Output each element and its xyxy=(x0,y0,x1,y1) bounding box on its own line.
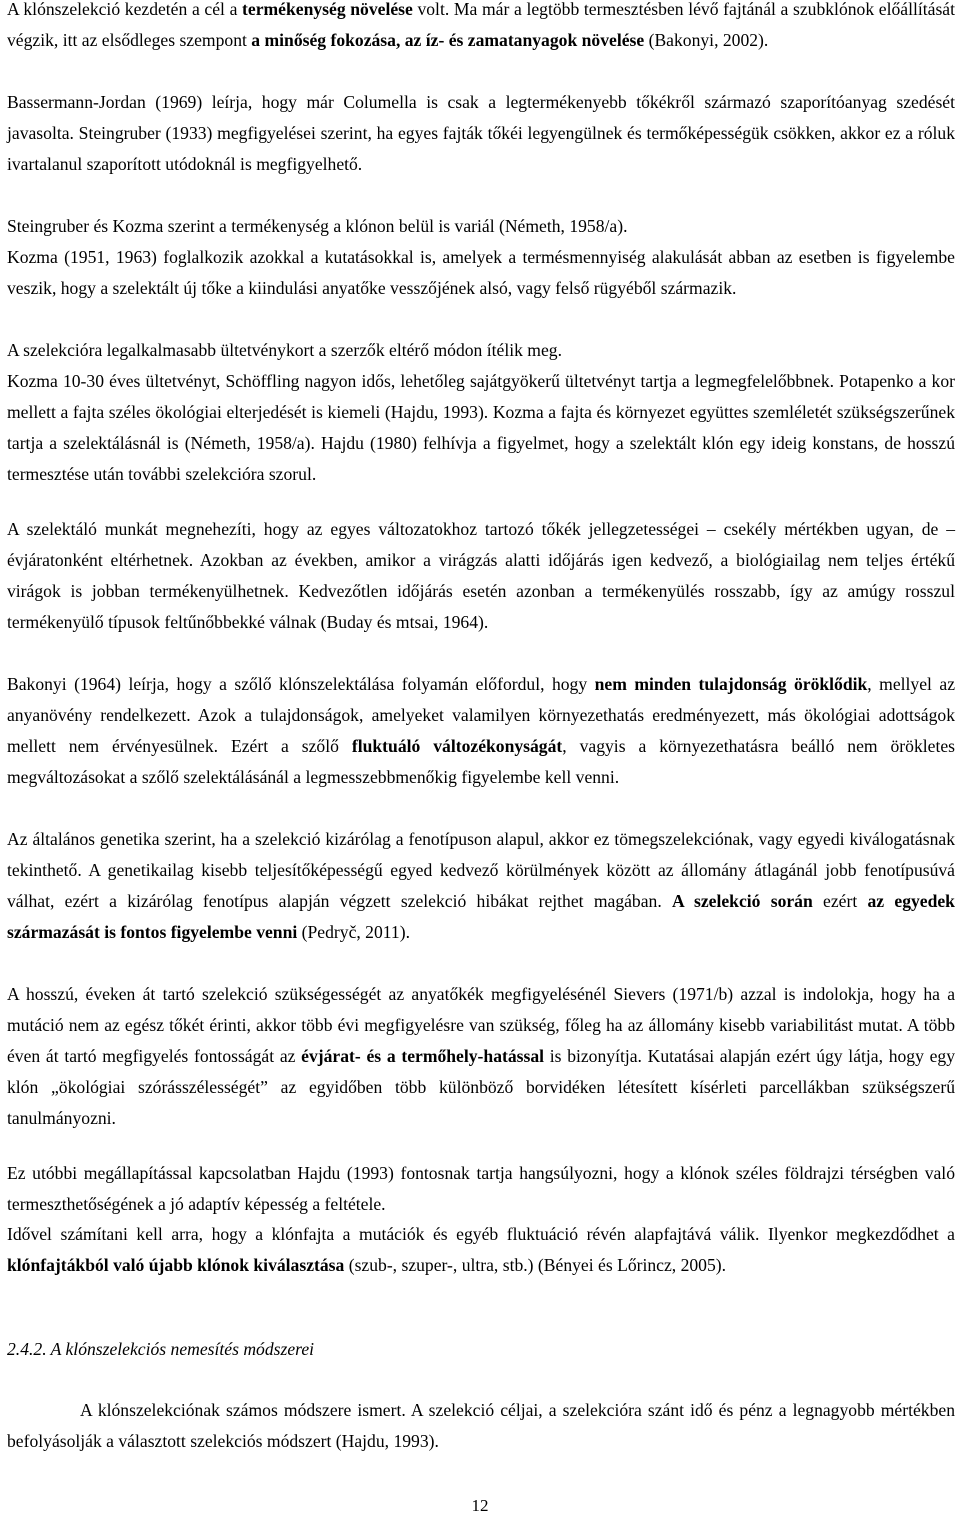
paragraph-hajdu-adaptive xyxy=(7,1158,955,1220)
bold-text-run: a minőség fokozása, az íz- és zamatanyagok növelése xyxy=(251,30,645,50)
text-run: Kozma 10-30 éves ültetvényt, Schöffling nagyon idős, lehetőleg sajátgyökerű ültetvényt tartja a legmegfelelőbbnek. Potapenko a kor mellett a fajta széles ökológiai elterjedését is kiemeli (Hajdu, 1993). Kozma a fajta és környezet együttes szemléletét szükségszerűnek tartja a szelektálásnál is (Németh, 1958/a). Hajdu (1980) felhívja a figyelmet, hogy a szelektált klón egy ideig konstans, de hosszú termesztése után további szelekcióra szorul. xyxy=(7,371,955,484)
text-run: A szelektáló munkát megnehezíti, hogy az egyes változatokhoz tartozó tőkék jellegzetességei – csekély mértékben ugyan, de – évjáratonként eltérhetnek. Azokban az években, amikor a virágzás alatti időjárás igen kedvező, a biológiailag nem teljes értékű virágok is jobban termékenyülhetnek. Kedvezőtlen időjárás esetén azonban a termékenyülés rosszabb, így az amúgy rosszul termékenyülő típusok feltűnőbbekké válnak (Buday és mtsai, 1964). xyxy=(7,519,955,632)
text-run: Idővel számítani kell arra, hogy a klónfajta a mutációk és egyéb fluktuáció révén alapfajtává válik. Ilyenkor megkezdődhet a xyxy=(7,1224,955,1244)
text-run: ezért xyxy=(812,891,868,911)
text-run: Steingruber és Kozma szerint a termékenység a klónon belül is variál (Németh, 1958/a). xyxy=(7,216,628,236)
text-run: A klónszelekció kezdetén a cél a xyxy=(7,0,243,19)
paragraph-steingruber-kozma xyxy=(7,211,955,242)
paragraph-general-genetics xyxy=(7,824,955,948)
page-number: 12 xyxy=(471,1496,489,1515)
paragraph-long-selection xyxy=(7,979,955,1134)
text-run: volt. Ma már a legtöbb termesztésben lévő fajtánál a szubklónok előállítását végzik, itt az elsődleges szempont xyxy=(7,0,955,50)
text-run: A szelekcióra legalkalmasabb ültetvénykort a szerzők eltérő módon ítélik meg. xyxy=(7,340,562,360)
paragraph-kozma-schoffling xyxy=(7,366,955,490)
text-run: , mellyel az anyanövény rendelkezett. Azok a tulajdonságok, amelyeket valamilyen környezethatás eredményezett, más ökológiai adottságok mellett nem érvényesülnek. Ezért a szőlő xyxy=(7,674,955,756)
bold-text-run: az egyedek származását is fontos figyelembe venni xyxy=(7,891,955,942)
text-run: is bizonyítja. Kutatásai alapján ezért úgy látja, hogy egy klón „ökológiai szórásszélességét” az egyidőben több különböző borvidéken létesített kísérleti parcellákban szükségszerű tanulmányozni. xyxy=(7,1046,956,1128)
bold-text-run: A szelekció során xyxy=(672,891,813,911)
text-run: (Pedryč, 2011). xyxy=(297,922,410,942)
closing-paragraph: A klónszelekciónak számos módszere ismert. A szelekció céljai, a szelekcióra szánt idő és pénz a legnagyobb mértékben befolyásolják a választott szelekciós módszert (Hajdu, 1993). xyxy=(7,1400,955,1451)
paragraph-bassermann-jordan xyxy=(7,87,955,180)
paragraph-kozma-research xyxy=(7,242,955,304)
bold-text-run: klónfajtákból való újabb klónok kiválasztása xyxy=(7,1255,345,1275)
paragraph-clone-selection-goal xyxy=(7,0,955,56)
text-run: Ez utóbbi megállapítással kapcsolatban Hajdu (1993) fontosnak tartja hangsúlyozni, hogy a klónok széles földrajzi térségben való termeszthetőségének a jó adaptív képesség a feltétele. xyxy=(7,1163,955,1214)
paragraph-clone-variety-becomes-base xyxy=(7,1219,955,1281)
text-run: , vagyis a környezethatásra beálló nem örökletes megváltozásokat a szőlő szelektálásánál a legmesszebbmenőkig figyelembe kell venni. xyxy=(7,736,955,787)
text-run: (Bakonyi, 2002). xyxy=(644,30,769,50)
text-run: A hosszú, éveken át tartó szelekció szükségességét az anyatőkék megfigyelésénél Sievers (1971/b) azzal is indolokja, hogy ha a mutáció nem az egész tőkét érinti, akkor több évi megfigyelésre van szükség, főleg ha az állomány kisebb variabilitást mutat. A több éven át tartó megfigyelés fontosságát az xyxy=(7,984,955,1066)
bold-text-run: fluktuáló változékonyságát xyxy=(351,736,563,756)
text-run: Bassermann-Jordan (1969) leírja, hogy már Columella is csak a legtermékenyebb tőkékről származó szaporítóanyag szedését javasolta. Steingruber (1933) megfigyelései szerint, ha egyes fajták tőkéi legyengülnek és termőképességük csökken, akkor ez a róluk ivartalanul szaporított utódoknál is megfigyelhető. xyxy=(7,92,955,174)
text-run: Kozma (1951, 1963) foglalkozik azokkal a kutatásokkal is, amelyek a termésmennyiség alakulását abban az esetben is figyelembe veszik, hogy a szelektált új tőke a kiindulási anyatőke vesszőjének alsó, vagy felső rügyéből származik. xyxy=(7,247,955,298)
section-heading: 2.4.2. A klónszelekciós nemesítés módszerei xyxy=(7,1339,315,1359)
bold-text-run: nem minden tulajdonság öröklődik xyxy=(594,674,868,694)
text-run: Bakonyi (1964) leírja, hogy a szőlő klónszelektálása folyamán előfordul, hogy xyxy=(7,674,595,694)
text-run: (szub-, szuper-, ultra, stb.) (Bényei és Lőrincz, 2005). xyxy=(344,1255,727,1275)
paragraph-bakonyi-inheritance xyxy=(7,669,955,793)
text-run: Az általános genetika szerint, ha a szelekció kizárólag a fenotípuson alapul, akkor ez tömegszelekciónak, vagy egyedi kiválogatásnak tekinthető. A genetikailag kisebb teljesítőképességű egyed kedvező körülmények között az állomány átlagánál jobb fenotípusúvá válhat, ezért a kizárólag fenotípus alapján végzett szelekció hibákat rejthet magában. xyxy=(7,829,955,911)
bold-text-run: évjárat- és a termőhely-hatással xyxy=(301,1046,545,1066)
paragraph-plantation-age xyxy=(7,335,955,366)
bold-text-run: termékenység növelése xyxy=(242,0,413,19)
paragraph-selection-difficulty xyxy=(7,514,955,638)
